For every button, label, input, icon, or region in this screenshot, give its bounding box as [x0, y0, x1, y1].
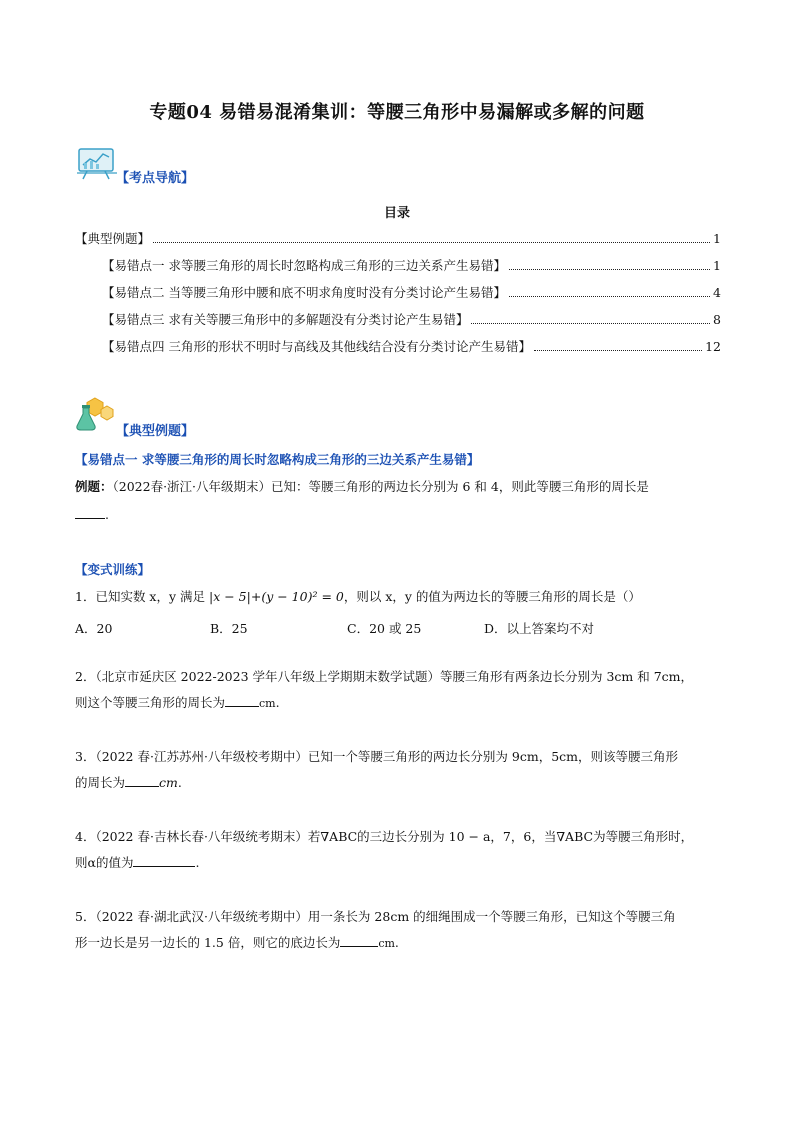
toc-page: 8	[713, 312, 721, 327]
question-3-line2	[75, 770, 182, 796]
toc-label: 【易错点四 三角形的形状不明时与高线及其他线结合没有分类讨论产生易错】	[102, 339, 531, 354]
unit: cm	[159, 775, 178, 790]
toc-page: 12	[705, 339, 721, 354]
answer-blank[interactable]	[340, 932, 378, 947]
toc-row[interactable]	[75, 229, 721, 247]
toc-leader	[509, 268, 710, 270]
question-4-line1: 4．（2022 春·吉林长春·八年级统考期末）若∇ABC的三边长分别为 10 − a，7，6，当∇ABC为等腰三角形时，	[75, 829, 694, 844]
toc-row[interactable]	[102, 256, 721, 274]
unit: cm	[259, 697, 276, 710]
q3-pre: 的周长为	[75, 775, 126, 790]
point1-heading: 【易错点一 求等腰三角形的周长时忽略构成三角形的三边关系产生易错】	[75, 452, 480, 467]
question-1	[75, 584, 641, 610]
nav-heading: 【考点导航】	[116, 171, 195, 186]
question-2-line2	[75, 690, 280, 717]
period: .	[177, 775, 182, 790]
q1-post: ，则以 x，y 的值为两边长的等腰三角形的周长是（）	[343, 589, 641, 604]
period: .	[394, 935, 399, 950]
toc-leader	[471, 322, 710, 324]
answer-blank[interactable]	[225, 692, 259, 707]
toc-label: 【易错点二 当等腰三角形中腰和底不明求角度时没有分类讨论产生易错】	[102, 285, 506, 300]
question-2-line1: 2．（北京市延庆区 2022-2023 学年八年级上学期期末数学试题）等腰三角形有两条边长分别为 3cm 和 7cm，	[75, 669, 694, 684]
example-heading: 【典型例题】	[116, 424, 195, 439]
example-text: （2022春·浙江·八年级期末）已知：等腰三角形的两边长分别为 6 和 4，则此等腰三角形的周长是	[112, 479, 649, 494]
example-label: 例题：	[75, 479, 113, 494]
question-5-line1: 5．（2022 春·湖北武汉·八年级统考期中）用一条长为 28cm 的细绳围成一个等腰三角形，已知这个等腰三角	[75, 909, 676, 924]
answer-blank[interactable]	[133, 852, 195, 867]
example-question	[75, 474, 649, 500]
toc-page: 4	[713, 285, 721, 300]
chart-board-icon	[75, 145, 119, 181]
toc-title: 目录	[383, 206, 410, 221]
question-5-line2	[75, 930, 399, 957]
training-heading: 【变式训练】	[75, 562, 151, 577]
answer-blank[interactable]	[75, 504, 105, 519]
toc-label: 【易错点一 求等腰三角形的周长时忽略构成三角形的三边关系产生易错】	[102, 258, 506, 273]
flask-icon	[73, 394, 117, 434]
toc-label: 【典型例题】	[75, 231, 151, 246]
toc-row[interactable]	[102, 283, 721, 301]
period: .	[195, 855, 200, 870]
toc-row[interactable]	[102, 337, 721, 355]
toc-leader	[509, 295, 710, 297]
toc-leader	[153, 241, 710, 243]
toc-page: 1	[713, 258, 721, 273]
period: .	[105, 507, 109, 522]
example-answer-line	[75, 502, 109, 528]
page-title: 专题04 易错易混淆集训：等腰三角形中易漏解或多解的问题	[149, 102, 645, 123]
option-a[interactable]: A．20	[75, 621, 113, 636]
answer-blank[interactable]	[125, 772, 159, 787]
q1-formula: |x − 5|+(y − 10)² = 0	[209, 589, 344, 604]
period: .	[275, 695, 280, 710]
toc-page: 1	[713, 231, 721, 246]
toc-row[interactable]	[102, 310, 721, 328]
question-4-line2	[75, 850, 199, 876]
unit: cm	[378, 937, 395, 950]
q2-pre: 则这个等腰三角形的周长为	[75, 695, 226, 710]
option-d[interactable]: D．以上答案均不对	[484, 621, 595, 636]
q5-pre: 形一边长是另一边长的 1.5 倍，则它的底边长为	[75, 935, 341, 950]
question-3-line1: 3．（2022 春·江苏苏州·八年级校考期中）已知一个等腰三角形的两边长分别为 9cm，5cm，则该等腰三角形	[75, 749, 679, 764]
toc-leader	[534, 349, 702, 351]
option-b[interactable]: B．25	[210, 621, 248, 636]
q4-pre: 则α的值为	[75, 855, 134, 870]
toc-label: 【易错点三 求有关等腰三角形中的多解题没有分类讨论产生易错】	[102, 312, 469, 327]
q1-pre: 1．已知实数 x，y 满足	[75, 589, 206, 604]
option-c[interactable]: C．20 或 25	[347, 621, 422, 636]
